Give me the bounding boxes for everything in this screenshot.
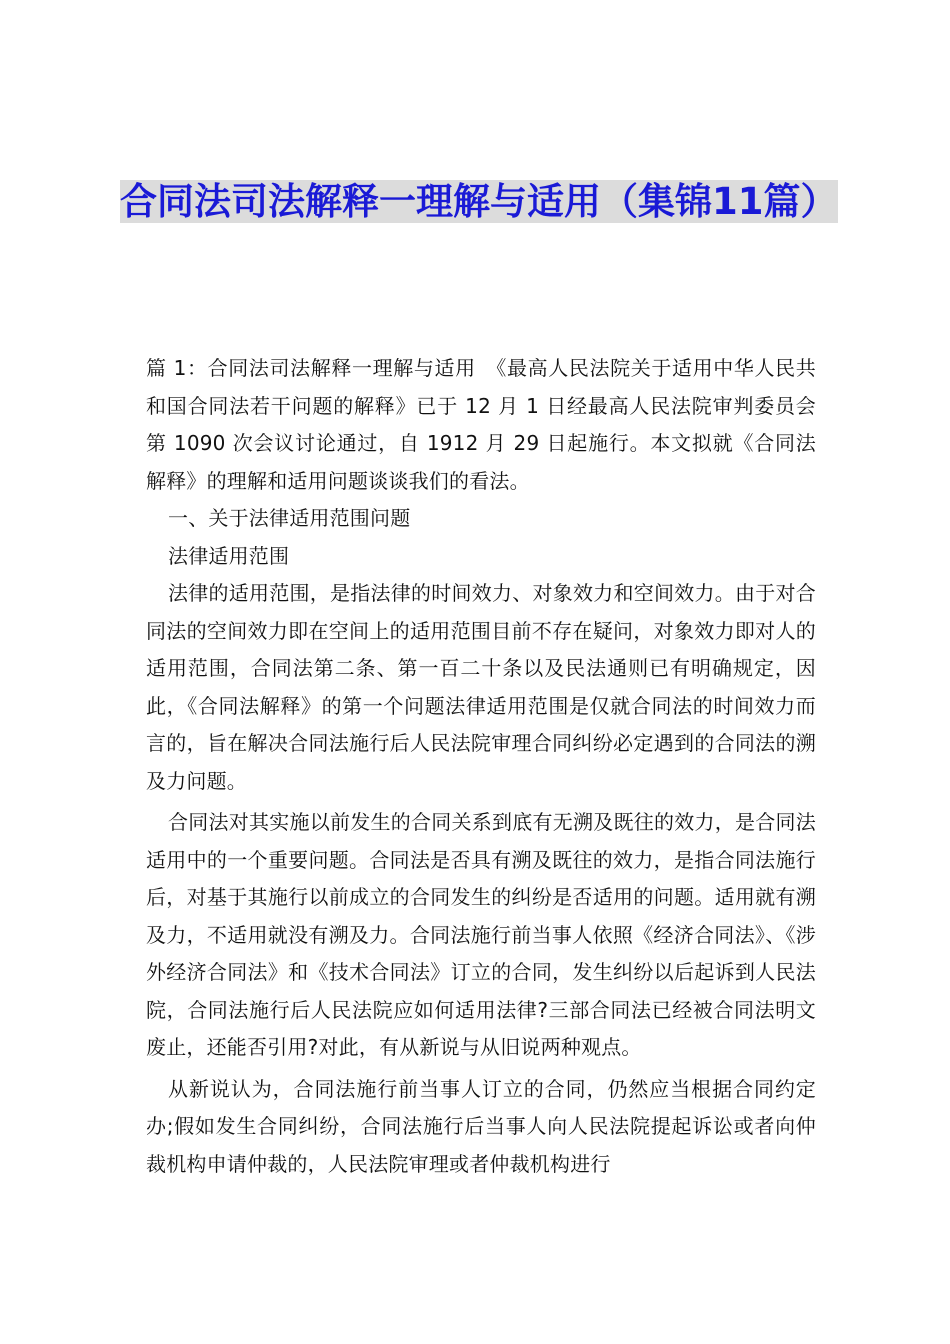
document-title bbox=[120, 176, 838, 228]
subsection-heading: 法律适用范围 bbox=[168, 543, 290, 568]
paragraph-2: 法律的适用范围，是指法律的时间效力、对象效力和空间效力。由于对合同法的空间效力即在空间上的适用范围目前不存在疑问，对象效力即对人的适用范围，合同法第二条、第一百二十条以及民法通则已有明确规定，因此，《合同法解释》的第一个问题法律适用范围是仅就合同法的时间效力而言的，旨在解决合同法施行后人民法院审理合同纠纷必定遇到的合同法的溯及力问题。 bbox=[146, 581, 816, 793]
document-title-text: 合同法司法解释一理解与适用（集锦11篇） bbox=[120, 180, 838, 223]
section-heading: 一、关于法律适用范围问题 bbox=[168, 506, 411, 530]
document-body bbox=[146, 350, 816, 1183]
paragraph-4: 从新说认为，合同法施行前当事人订立的合同，仍然应当根据合同约定办;假如发生合同纠纷，合同法施行后当事人向人民法院提起诉讼或者向仲裁机构申请仲裁的，人民法院审理或者仲裁机构进行 bbox=[146, 1076, 816, 1176]
paragraph-1: 篇 1：合同法司法解释一理解与适用 《最高人民法院关于适用中华人民共和国合同法若干问题的解释》已于 12 月 1 日经最高人民法院审判委员会第 1090 次会议讨论通过，自 1912 月 29 日起施行。本文拟就《合同法解释》的理解和适用问题谈谈我们的看法。 bbox=[146, 356, 816, 493]
paragraph-3: 合同法对其实施以前发生的合同关系到底有无溯及既往的效力，是合同法适用中的一个重要问题。合同法是否具有溯及既往的效力，是指合同法施行后，对基于其施行以前成立的合同发生的纠纷是否适用的问题。适用就有溯及力，不适用就没有溯及力。合同法施行前当事人依照《经济合同法》、《涉外经济合同法》和《技术合同法》订立的合同，发生纠纷以后起诉到人民法院，合同法施行后人民法院应如何适用法律?三部合同法已经被合同法明文废止，还能否引用?对此，有从新说与从旧说两种观点。 bbox=[146, 810, 816, 1059]
